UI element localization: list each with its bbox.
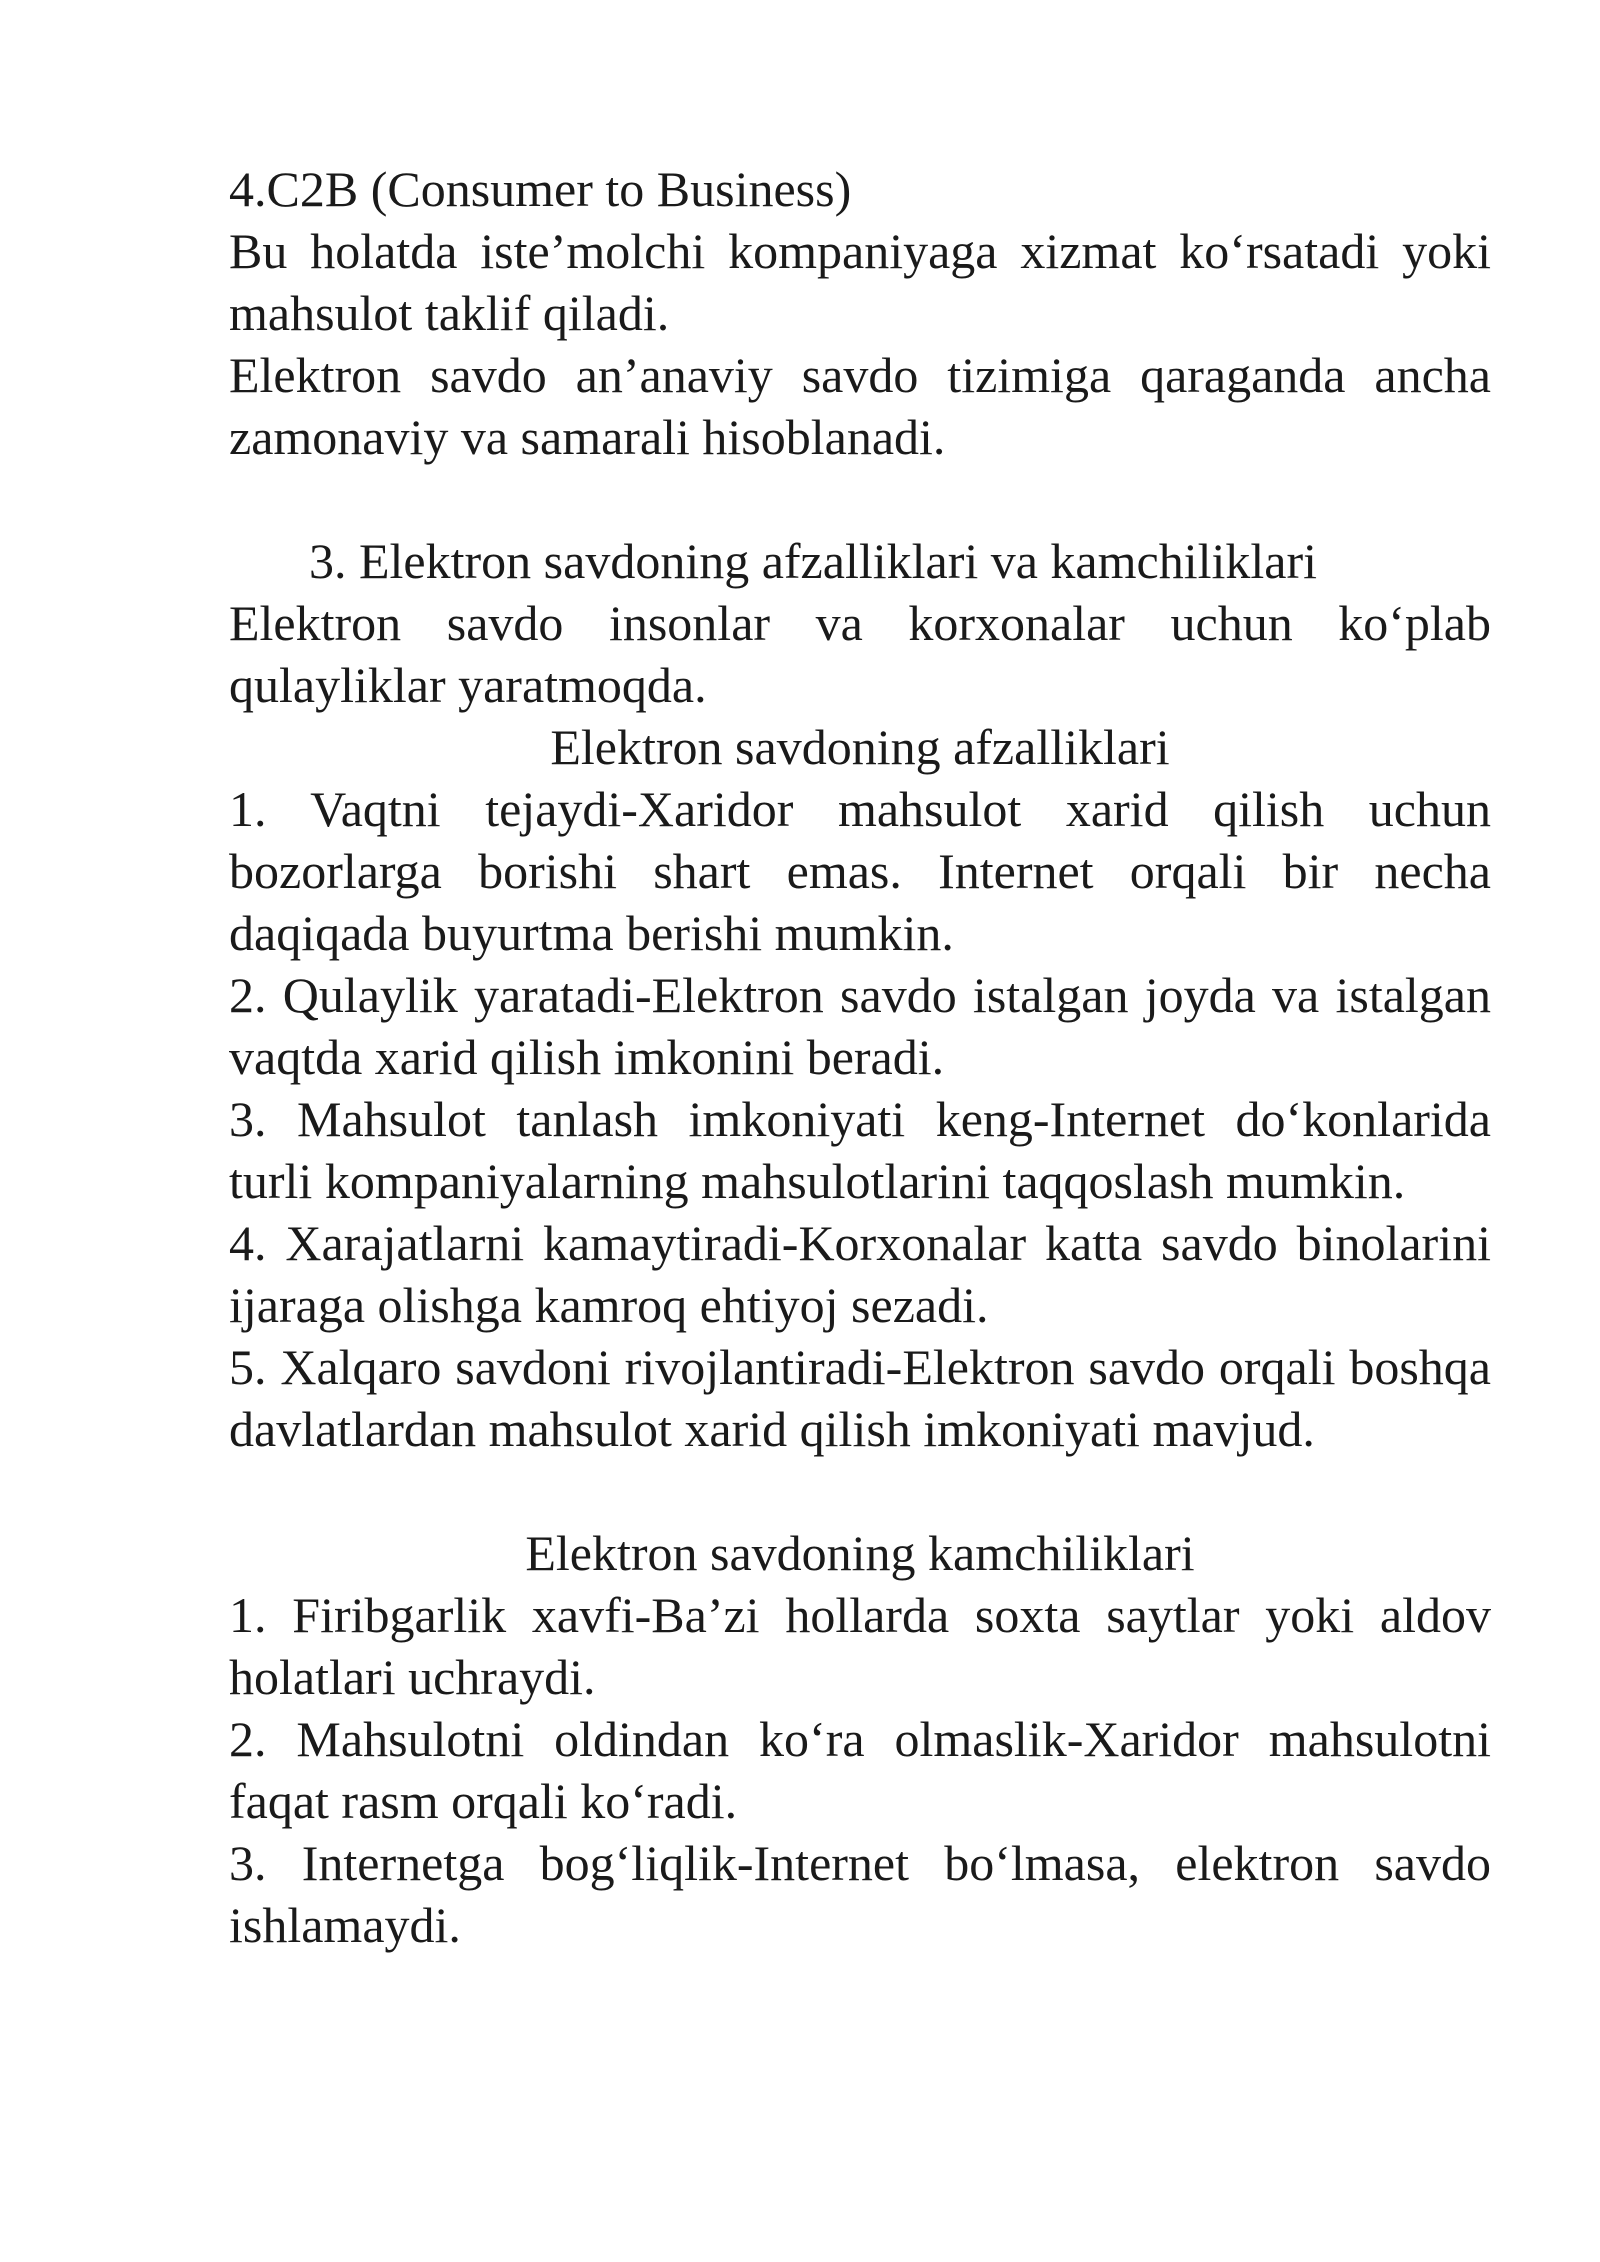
c2b-description: Bu holatda iste’molchi kompaniyaga xizmat ko‘rsatadi yoki mahsulot taklif qiladi. — [229, 223, 1491, 341]
spacer — [229, 1460, 1491, 1522]
advantages-title: Elektron savdoning afzalliklari — [550, 719, 1170, 775]
section-intro: Elektron savdo insonlar va korxonalar uchun ko‘plab qulayliklar yaratmoqda. — [229, 595, 1491, 713]
advantage-item: 4. Xarajatlarni kamaytiradi-Korxonalar katta savdo binolarini ijaraga olishga kamroq ehtiyoj sezadi. — [229, 1215, 1491, 1333]
advantage-item: 2. Qulaylik yaratadi-Elektron savdo istalgan joyda va istalgan vaqtda xarid qilish imkonini beradi. — [229, 967, 1491, 1085]
advantage-item: 5. Xalqaro savdoni rivojlantiradi-Elektron savdo orqali boshqa davlatlardan mahsulot xarid qilish imkoniyati mavjud. — [229, 1339, 1491, 1457]
c2b-heading: 4.C2B (Consumer to Business) — [229, 161, 852, 217]
disadvantages-title: Elektron savdoning kamchiliklari — [525, 1525, 1195, 1581]
advantage-item: 3. Mahsulot tanlash imkoniyati keng-Internet do‘konlarida turli kompaniyalarning mahsulotlarini taqqoslash mumkin. — [229, 1091, 1491, 1209]
disadvantage-item: 3. Internetga bog‘liqlik-Internet bo‘lmasa, elektron savdo ishlamaydi. — [229, 1835, 1491, 1953]
advantage-item: 1. Vaqtni tejaydi-Xaridor mahsulot xarid qilish uchun bozorlarga borishi shart emas. Internet orqali bir necha daqiqada buyurtma berishi mumkin. — [229, 781, 1491, 961]
disadvantage-item: 1. Firibgarlik xavfi-Ba’zi hollarda soxta saytlar yoki aldov holatlari uchraydi. — [229, 1587, 1491, 1705]
disadvantage-item: 2. Mahsulotni oldindan ko‘ra olmaslik-Xaridor mahsulotni faqat rasm orqali ko‘radi. — [229, 1711, 1491, 1829]
spacer — [229, 468, 1491, 530]
document-page — [229, 158, 1491, 1956]
ecommerce-summary: Elektron savdo an’anaviy savdo tizimiga qaraganda ancha zamonaviy va samarali hisoblanadi. — [229, 347, 1491, 465]
section-heading: 3. Elektron savdoning afzalliklari va kamchiliklari — [309, 533, 1318, 589]
